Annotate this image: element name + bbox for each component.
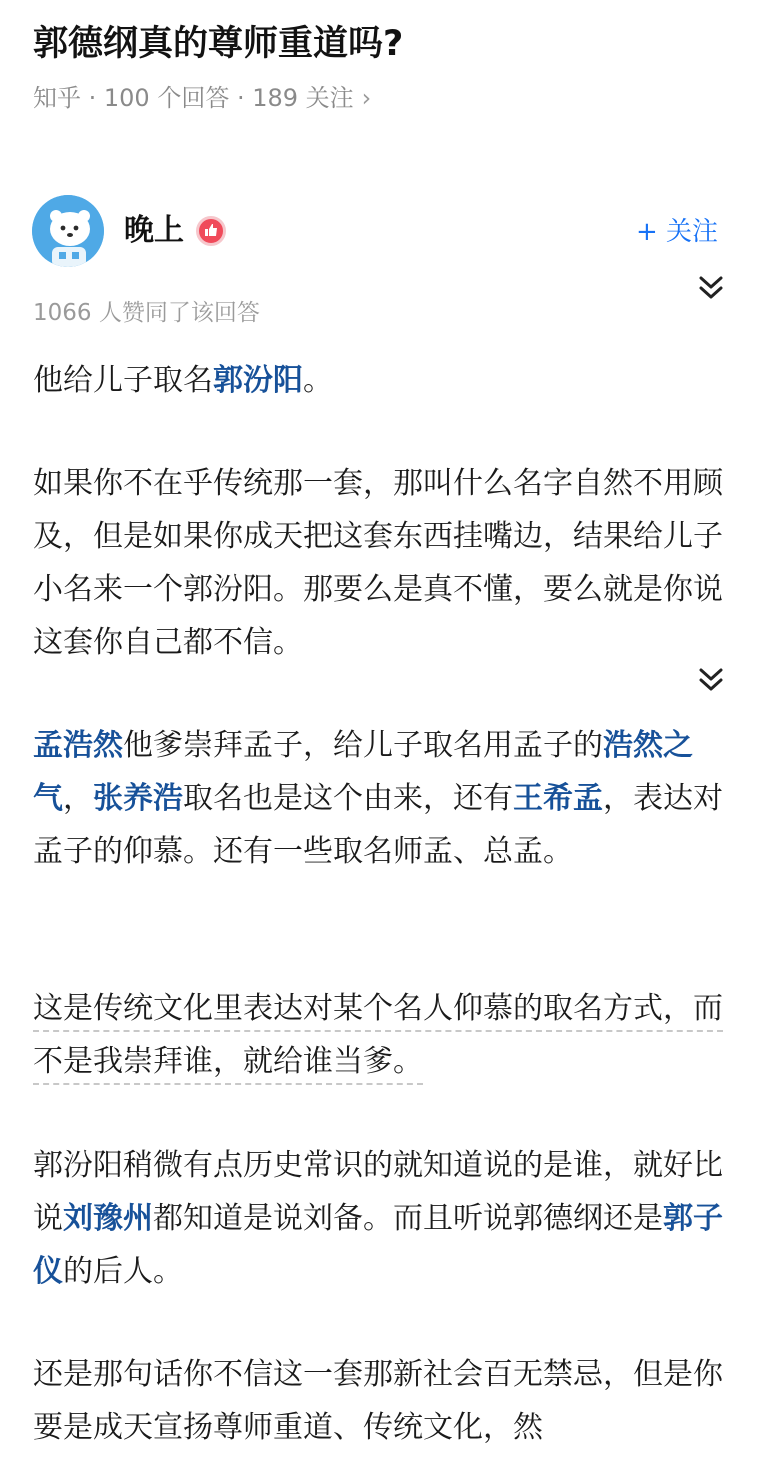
author-name[interactable]: 晚上 [124,213,184,248]
meta-separator: · [81,84,104,112]
avatar-cartoon-icon [32,195,104,267]
question-title[interactable]: 郭德纲真的尊师重道吗? [33,24,404,64]
answer-paragraph-5 [33,1139,733,1298]
chevron-right-icon: › [361,84,372,112]
text-segment: ， [63,781,93,816]
thumbs-up-badge-icon [196,216,226,246]
text-segment: 郭汾阳稍微有点历史常识的就知道说的是谁，就好比说 [33,1148,723,1236]
double-chevron-down-icon[interactable] [698,666,724,694]
text-segment: 取名也是这个由来，还有 [183,781,513,816]
answer-count: 100 个回答 [103,84,230,112]
text-segment: 他给儿子取名 [33,363,213,398]
follow-button[interactable]: + 关注 [636,217,719,247]
question-meta[interactable] [33,80,371,116]
vote-count: 1066 人赞同了该回答 [33,300,260,326]
keyword-link[interactable]: 王希孟 [513,781,603,816]
answer-paragraph-4 [33,982,733,1088]
keyword-link[interactable]: 郭子仪 [33,1201,723,1289]
answer-paragraph-2: 如果你不在乎传统那一套，那叫什么名字自然不用顾及，但是如果你成天把这套东西挂嘴边，结果给儿子小名来一个郭汾阳。那要么是真不懂，要么就是你说这套你自己都不信。 [33,466,723,660]
text-segment: 都知道是说刘备。而且听说郭德纲还是 [153,1201,663,1236]
follow-count: 189 关注 [252,84,354,112]
answer-paragraph-6: 还是那句话你不信这一套那新社会百无禁忌，但是你要是成天宣扬尊师重道、传统文化，然 [33,1357,723,1445]
author-info [124,208,226,254]
underlined-quote[interactable]: 这是传统文化里表达对某个名人仰慕的取名方式，而不是我崇拜谁，就给谁当爹。 [33,991,723,1079]
keyword-link[interactable]: 刘豫州 [63,1201,153,1236]
answer-paragraph-1 [33,354,733,407]
double-chevron-down-icon[interactable] [698,274,724,302]
keyword-link[interactable]: 郭汾阳 [213,363,303,398]
keyword-link[interactable]: 浩然之气 [33,728,693,816]
meta-separator: · [229,84,253,112]
author-avatar[interactable] [32,195,104,267]
answer-paragraph-3 [33,719,733,878]
keyword-link[interactable]: 张养浩 [93,781,183,816]
text-segment: ，表达对孟子的仰慕。还有一些取名师孟、总孟。 [33,781,723,869]
text-segment: 的后人。 [63,1254,183,1289]
text-segment: 他爹崇拜孟子，给儿子取名用孟子的 [123,728,603,763]
source-label: 知乎 [33,84,81,112]
text-segment: 。 [303,363,333,398]
keyword-link[interactable]: 孟浩然 [33,728,123,763]
